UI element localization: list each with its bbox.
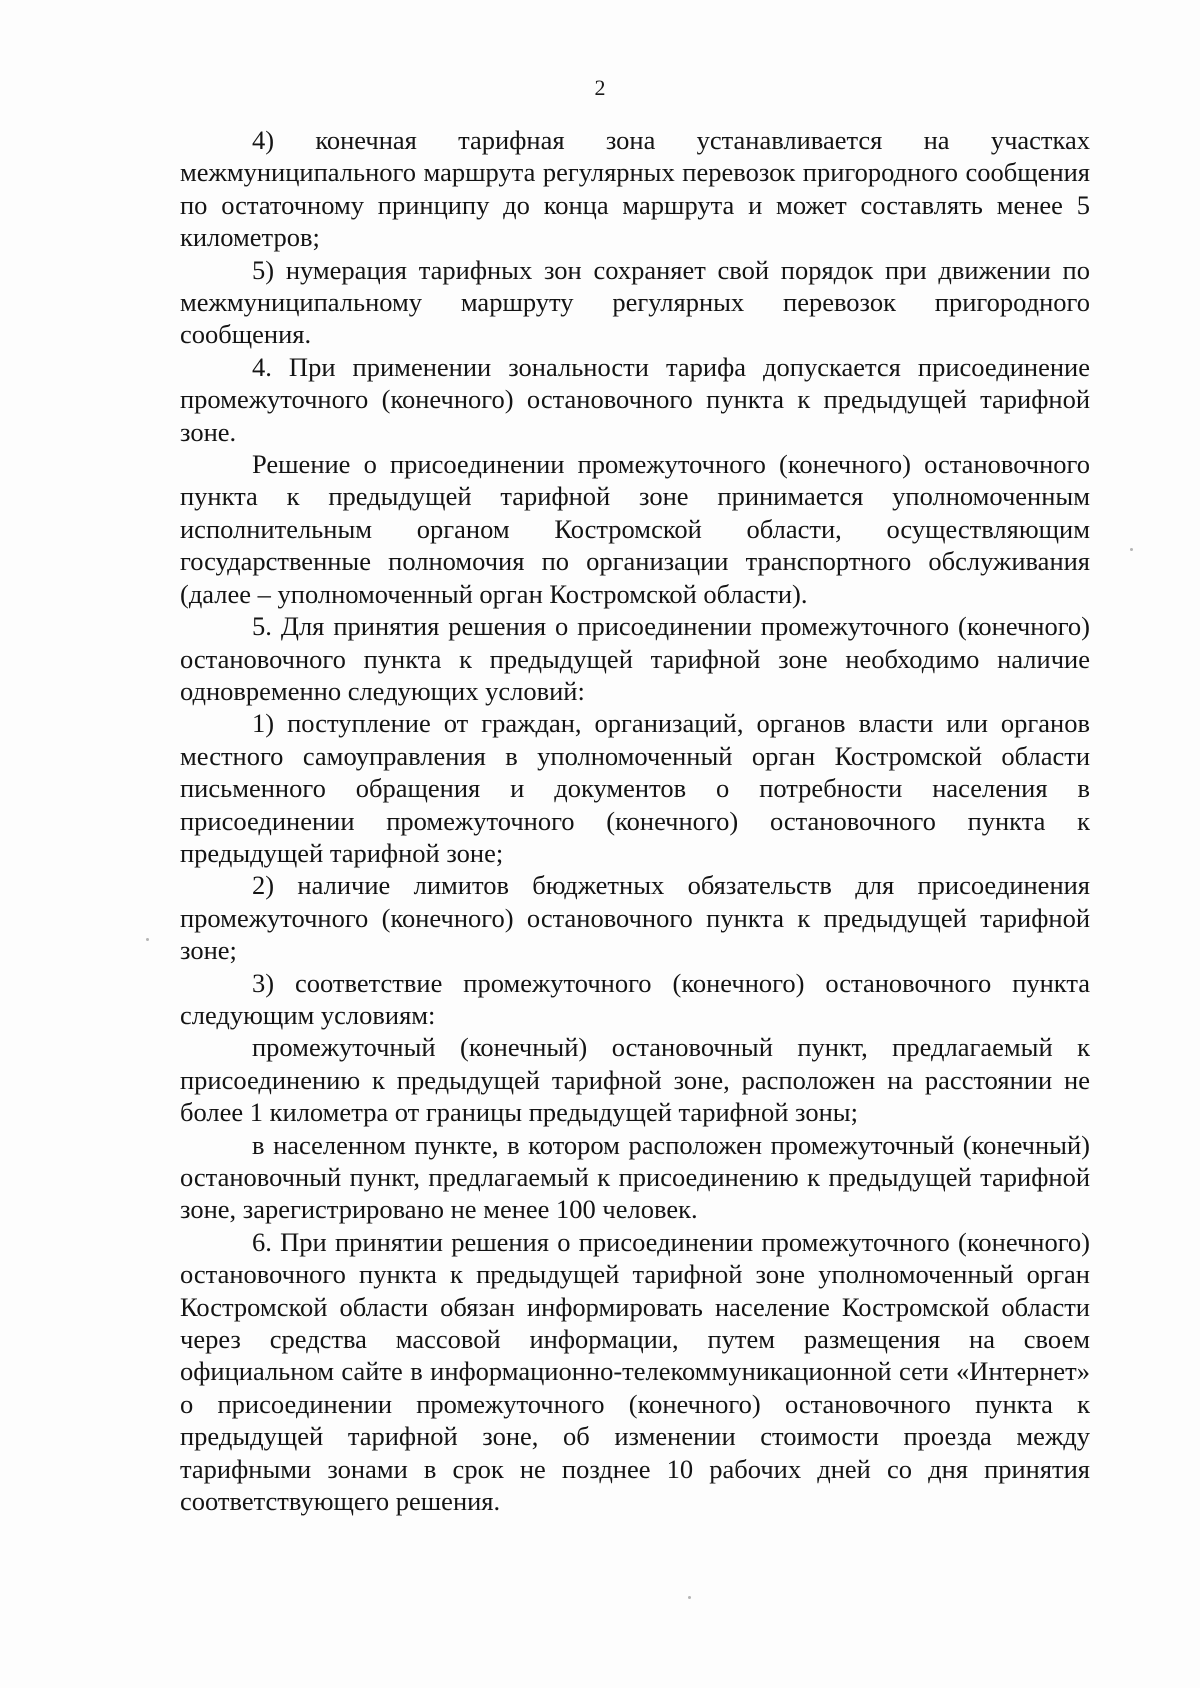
paragraph-condition-3: 3) соответствие промежуточного (конечного) остановочного пункта следующим условиям: — [180, 967, 1090, 1030]
scan-speck — [146, 938, 149, 941]
paragraph-clause-5: 5. Для принятия решения о присоединении промежуточного (конечного) остановочного пункта к предыдущей тарифной зоне необходимо наличие одновременно следующих условий: — [180, 611, 1090, 706]
paragraph-item-4-final-zone: 4) конечная тарифная зона устанавливается на участках межмуниципального маршрута регулярных перевозок пригородного сообщения по остаточному принципу до конца маршрута и может составлять менее 5 километров; — [180, 125, 1090, 253]
paragraph-population-condition: в населенном пункте, в котором расположен промежуточный (конечный) остановочный пункт, предлагаемый к присоединению к предыдущей тарифной зоне, зарегистрировано не менее 100 человек. — [180, 1129, 1090, 1225]
paragraph-item-5-zone-numbering: 5) нумерация тарифных зон сохраняет свой порядок при движении по межмуниципальному маршруту регулярных перевозок пригородного сообщения. — [180, 254, 1090, 350]
paragraph-decision: Решение о присоединении промежуточного (конечного) остановочного пункта к предыдущей тарифной зоне принимается уполномоченным исполнительным органом Костромской области, осуществляющим государственные полномочия по организации транспортного обслуживания (далее – уполномоченный орган Костромской области). — [180, 449, 1090, 609]
paragraph-condition-2: 2) наличие лимитов бюджетных обязательств для присоединения промежуточного (конечного) остановочного пункта к предыдущей тарифной зоне; — [180, 870, 1090, 966]
page-number: 2 — [594, 75, 606, 100]
scan-speck — [1130, 548, 1133, 551]
paragraph-clause-4: 4. При применении зональности тарифа допускается присоединение промежуточного (конечного) остановочного пункта к предыдущей тарифной зоне. — [180, 351, 1090, 447]
scan-speck — [688, 1596, 691, 1599]
paragraph-distance-condition: промежуточный (конечный) остановочный пункт, предлагаемый к присоединению к предыдущей тарифной зоне, расположен на расстоянии не более 1 километра от границы предыдущей тарифной зоны; — [180, 1032, 1090, 1128]
paragraph-condition-1: 1) поступление от граждан, организаций, органов власти или органов местного самоуправления в уполномоченный орган Костромской области письменного обращения и документов о потребности населения в присоединении промежуточного (конечного) остановочного пункта к предыдущей тарифной зоне; — [180, 708, 1090, 868]
document-body — [180, 124, 1090, 1517]
paragraph-clause-6: 6. При принятии решения о присоединении промежуточного (конечного) остановочного пункта к предыдущей тарифной зоне уполномоченный орган Костромской области обязан информировать население Костромской области через средства массовой информации, путем размещения на своем официальном сайте в информационно-телекоммуникационной сети «Интернет» о присоединении промежуточного (конечного) остановочного пункта к предыдущей тарифной зоне, об изменении стоимости проезда между тарифными зонами в срок не позднее 10 рабочих дней со дня принятия соответствующего решения. — [180, 1226, 1090, 1517]
